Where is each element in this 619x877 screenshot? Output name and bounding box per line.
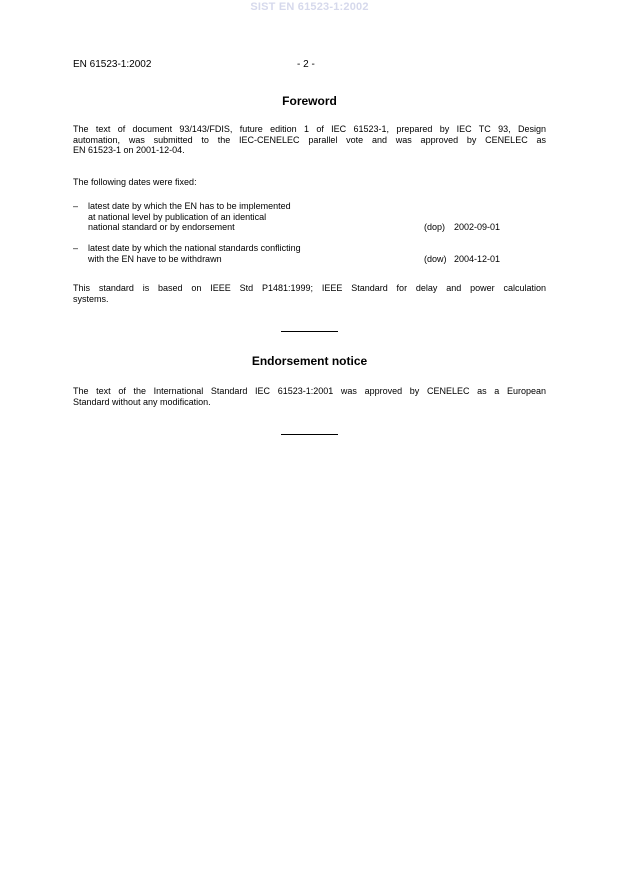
date-value: 2002-09-01 — [454, 222, 501, 232]
endorsement-line: The text of the International Standard IEC 61523-1:2001 was approved by CENELEC as a European — [73, 386, 546, 396]
foreword-intro-line: EN 61523-1 on 2001-12-04. — [73, 145, 185, 155]
foreword-title: Foreword — [282, 94, 337, 108]
foreword-intro — [73, 124, 546, 156]
document-id: EN 61523-1:2002 — [73, 59, 152, 70]
date-item-line: at national level by publication of an identical — [88, 211, 267, 222]
dates-intro: The following dates were fixed: — [73, 177, 197, 187]
section-divider — [281, 331, 338, 332]
watermark: SIST EN 61523-1:2002 — [250, 1, 369, 13]
basis-line: systems. — [73, 293, 109, 304]
endorsement-line: Standard without any modification. — [73, 396, 211, 407]
end-divider — [281, 434, 338, 435]
endorsement-paragraph — [73, 386, 546, 407]
basis-paragraph — [73, 283, 546, 304]
dash-marker: – — [73, 243, 79, 253]
foreword-intro-line: automation, was submitted to the IEC-CENELEC parallel vote and was approved by CENELEC as — [73, 134, 546, 145]
foreword-intro-line: The text of document 93/143/FDIS, future edition 1 of IEC 61523-1, prepared by IEC TC 93, Design — [73, 124, 546, 134]
date-code: (dow) — [424, 253, 447, 264]
date-item-line: with the EN have to be withdrawn — [88, 253, 222, 264]
endorsement-title: Endorsement notice — [251, 354, 368, 368]
date-item-line: national standard or by endorsement — [88, 222, 235, 232]
date-item-line: latest date by which the national standards conflicting — [88, 243, 301, 253]
date-item-dow — [73, 243, 546, 267]
page-number: - 2 - — [297, 59, 315, 70]
date-item-dop — [73, 201, 546, 235]
date-item-text — [88, 243, 388, 264]
date-item-line: latest date by which the EN has to be implemented — [88, 201, 291, 211]
basis-line: This standard is based on IEEE Std P1481:1999; IEEE Standard for delay and power calculation — [73, 283, 546, 293]
date-item-text — [88, 201, 388, 233]
date-code: (dop) — [424, 222, 446, 232]
date-value: 2004-12-01 — [454, 253, 501, 264]
dash-marker: – — [73, 201, 79, 211]
